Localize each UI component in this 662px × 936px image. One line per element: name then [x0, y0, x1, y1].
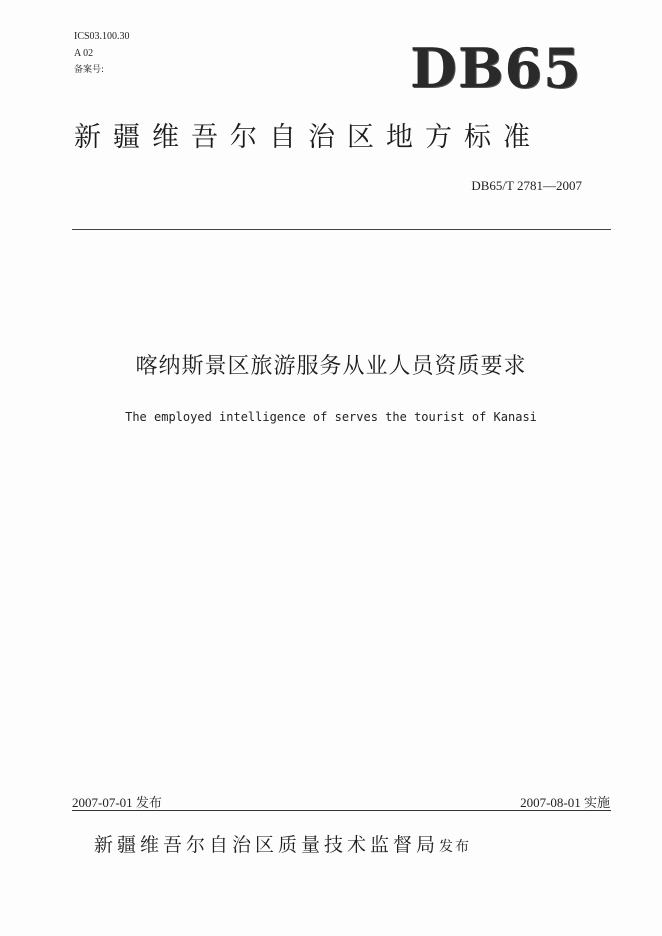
db65-logo: DB65	[410, 36, 582, 100]
header-divider	[72, 229, 611, 230]
publisher-name: 新疆维吾尔自治区质量技术监督局	[94, 834, 440, 856]
org-standard-title: 新疆维吾尔自治区地方标准	[74, 122, 542, 153]
classification-code: A 02	[74, 48, 94, 59]
publisher	[94, 830, 471, 857]
implementation-date: 2007-08-01 实施	[520, 795, 610, 810]
document-title-en: The employed intelligence of serves the tourist of Kanasi	[125, 410, 537, 424]
issue-date: 2007-07-01 发布	[72, 795, 162, 810]
document-title-cn: 喀纳斯景区旅游服务从业人员资质要求	[135, 354, 527, 379]
footer-divider	[72, 810, 611, 811]
ics-code: ICS03.100.30	[74, 31, 130, 42]
standard-number: DB65/T 2781—2007	[471, 178, 582, 193]
record-number-label: 备案号:	[74, 65, 105, 75]
publisher-suffix: 发布	[439, 839, 472, 855]
